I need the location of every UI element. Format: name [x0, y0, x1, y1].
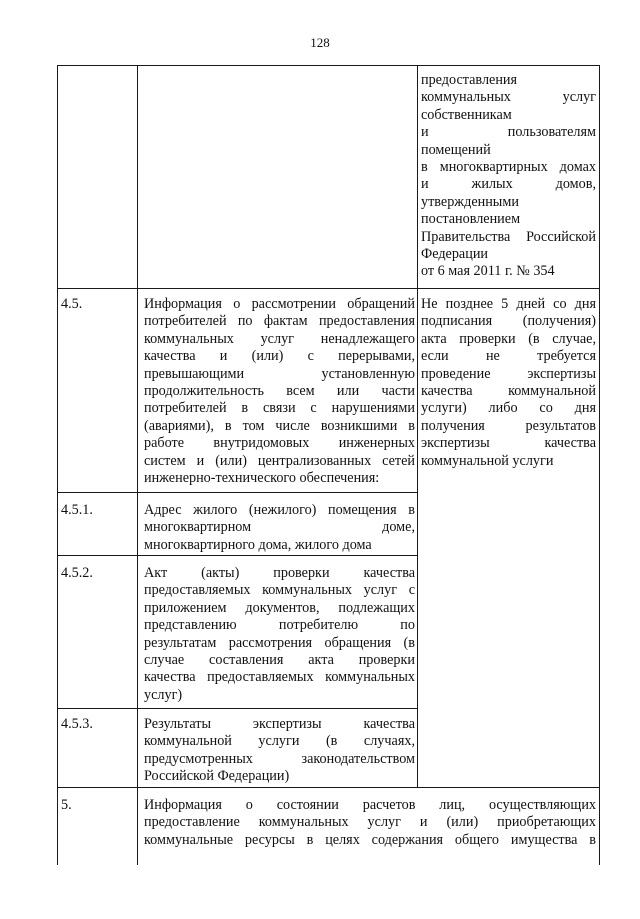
text-line: потребителей по фактам предоставления: [144, 313, 415, 330]
row-4-5-2-info: [144, 565, 415, 704]
text-line: Информация о рассмотрении обращений: [144, 296, 415, 312]
text-line: услуг): [144, 686, 183, 703]
item-number: 4.5.: [61, 296, 83, 312]
text-line: услуги) либо со дня: [421, 400, 596, 417]
text-line: получения результатов: [421, 417, 596, 434]
row-4-5-deadline: [421, 296, 596, 470]
row-5-number: [61, 797, 133, 814]
text-line: если не требуется: [421, 348, 596, 365]
text-line: качества коммунальной: [421, 383, 596, 400]
text-line: Федерации: [421, 246, 489, 263]
text-line: продолжительность всем или части: [144, 383, 415, 400]
row-5-info: [144, 797, 596, 849]
text-line: качества и (или) с перерывами,: [144, 348, 415, 365]
row-divider-4-5-3: [57, 708, 418, 709]
row-4-5-3-info: [144, 716, 415, 786]
row-4-5-2-number: [61, 565, 133, 582]
row-4-5-1-info: [144, 502, 415, 554]
row-divider-4-5: [57, 288, 600, 289]
text-line: экспертизы качества: [421, 435, 596, 452]
text-line: потребителей в связи с нарушениями: [144, 400, 415, 417]
text-line: работе внутридомовых инженерных: [144, 435, 415, 452]
text-line: качества предоставляемых коммунальных: [144, 669, 415, 686]
row-4-5-1-number: [61, 502, 133, 519]
text-line: Правительства Российской: [421, 228, 596, 245]
text-line: результатам рассмотрения обращения (в: [144, 634, 415, 651]
text-line: и жилых домов,: [421, 176, 596, 193]
text-line: представлению потребителю по: [144, 617, 415, 634]
text-line: (авариями), в том числе возникшими в: [144, 417, 415, 434]
text-line: утвержденными: [421, 193, 519, 210]
text-line: проведение экспертизы: [421, 365, 596, 382]
item-number: 4.5.2.: [61, 565, 93, 581]
table-border-top: [57, 65, 600, 66]
text-line: коммунальной услуги (в случаях,: [144, 733, 415, 750]
text-line: в многоквартирных домах: [421, 159, 596, 176]
text-line: случае составления акта проверки: [144, 652, 415, 669]
text-line: Адрес жилого (нежилого) помещения в: [144, 502, 415, 518]
column-divider-1: [137, 65, 138, 865]
item-number: 4.5.3.: [61, 716, 93, 732]
text-line: Акт (акты) проверки качества: [144, 565, 415, 581]
column-divider-2: [417, 65, 418, 787]
text-line: постановлением: [421, 211, 521, 228]
text-line: Информация о состоянии расчетов лиц, осуществляющих: [144, 797, 596, 813]
text-line: инженерно-технического обеспечения:: [144, 470, 380, 487]
text-line: приложением документов, подлежащих: [144, 599, 415, 616]
table-border-right: [599, 65, 600, 865]
row-divider-4-5-1: [57, 492, 418, 493]
page-number: 128: [310, 35, 330, 50]
row-divider-4-5-2: [57, 555, 418, 556]
text-line: помещений: [421, 141, 491, 158]
text-line: многоквартирном доме,: [144, 519, 415, 536]
text-line: превышающими установленную: [144, 365, 415, 382]
text-line: коммунальные ресурсы в целях содержания общего имущества в: [144, 831, 596, 848]
text-line: подписания (получения): [421, 313, 596, 330]
row-4-5-number: [61, 296, 133, 313]
text-line: предоставляемых коммунальных услуг с: [144, 582, 415, 599]
text-line: собственникам: [421, 106, 512, 123]
text-line: предусмотренных законодательством: [144, 750, 415, 767]
item-number: 4.5.1.: [61, 502, 93, 518]
table-border-left: [57, 65, 58, 865]
text-line: Не позднее 5 дней со дня: [421, 296, 596, 312]
text-line: коммунальных услуг: [421, 89, 596, 106]
text-line: от 6 мая 2011 г. № 354: [421, 263, 555, 280]
text-line: Результаты экспертизы качества: [144, 716, 415, 732]
text-line: акта проверки (в случае,: [421, 330, 596, 347]
row-divider-5: [57, 787, 600, 788]
text-line: многоквартирного дома, жилого дома: [144, 536, 372, 553]
text-line: и пользователям: [421, 124, 596, 141]
text-line: коммунальных услуг ненадлежащего: [144, 330, 415, 347]
text-line: предоставление коммунальных услуг и (или) приобретающих: [144, 814, 596, 831]
row-0-deadline: [421, 72, 596, 281]
item-number: 5.: [61, 797, 72, 813]
row-4-5-3-number: [61, 716, 133, 733]
text-line: коммунальной услуги: [421, 452, 554, 469]
text-line: предоставления: [421, 72, 518, 88]
text-line: систем и (или) централизованных сетей: [144, 452, 415, 469]
text-line: Российской Федерации): [144, 768, 290, 785]
row-4-5-info: [144, 296, 415, 487]
